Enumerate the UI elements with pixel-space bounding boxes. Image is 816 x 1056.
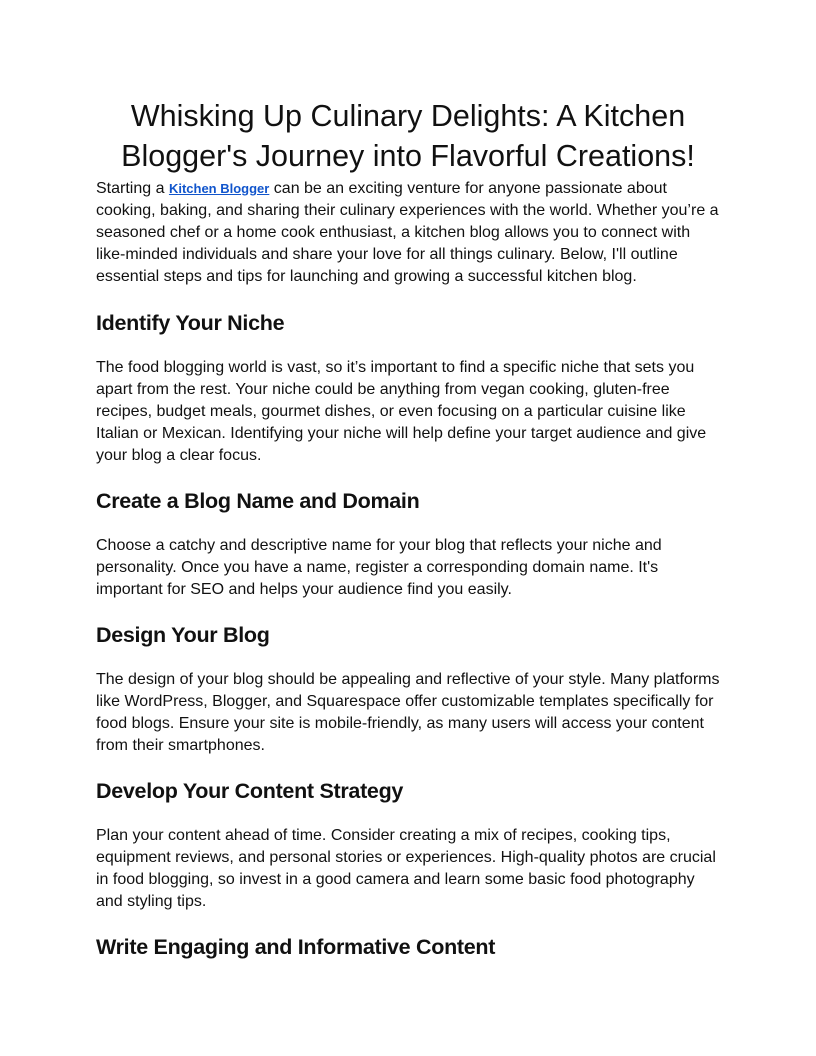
section-heading-niche: Identify Your Niche <box>96 311 285 335</box>
intro-paragraph <box>96 178 720 288</box>
section-body-niche: The food blogging world is vast, so it’s important to find a specific niche that sets you apart from the rest. Your niche could be anything from vegan cooking, gluten-free recipes, budget meals, gourmet dishes, or even focusing on a particular cuisine like Italian or Mexican. Identifying your niche will help define your target audience and give your blog a clear focus. <box>96 359 707 464</box>
page-title: Whisking Up Culinary Delights: A Kitchen Blogger's Journey into Flavorful Creations! <box>121 99 695 173</box>
section-body-content-strategy: Plan your content ahead of time. Consider creating a mix of recipes, cooking tips, equipment reviews, and personal stories or experiences. High-quality photos are crucial in food blogging, so invest in a good camera and learn some basic food photography and styling tips. <box>96 827 716 910</box>
section-body-blog-name: Choose a catchy and descriptive name for your blog that reflects your niche and personality. Once you have a name, register a corresponding domain name. It's important for SEO and helps your audience find you easily. <box>96 537 662 598</box>
section-body-design: The design of your blog should be appealing and reflective of your style. Many platforms like WordPress, Blogger, and Squarespace offer customizable templates specifically for food blogs. Ensure your site is mobile-friendly, as many users will access your content from their smartphones. <box>96 671 720 754</box>
document-page <box>96 96 720 961</box>
kitchen-blogger-link[interactable]: Kitchen Blogger <box>168 181 270 196</box>
section-heading-engaging-content: Write Engaging and Informative Content <box>96 935 496 959</box>
section-heading-design: Design Your Blog <box>96 623 270 647</box>
intro-text-start: Starting a <box>96 180 169 197</box>
section-heading-blog-name: Create a Blog Name and Domain <box>96 489 420 513</box>
intro-text-rest: can be an exciting venture for anyone passionate about cooking, baking, and sharing their culinary experiences with the world. Whether you’re a seasoned chef or a home cook enthusiast, a kitchen blog allows you to connect with like-minded individuals and share your love for all things culinary. Below, I'll outline essential steps and tips for launching and growing a successful kitchen blog. <box>96 180 719 285</box>
section-heading-content-strategy: Develop Your Content Strategy <box>96 779 404 803</box>
